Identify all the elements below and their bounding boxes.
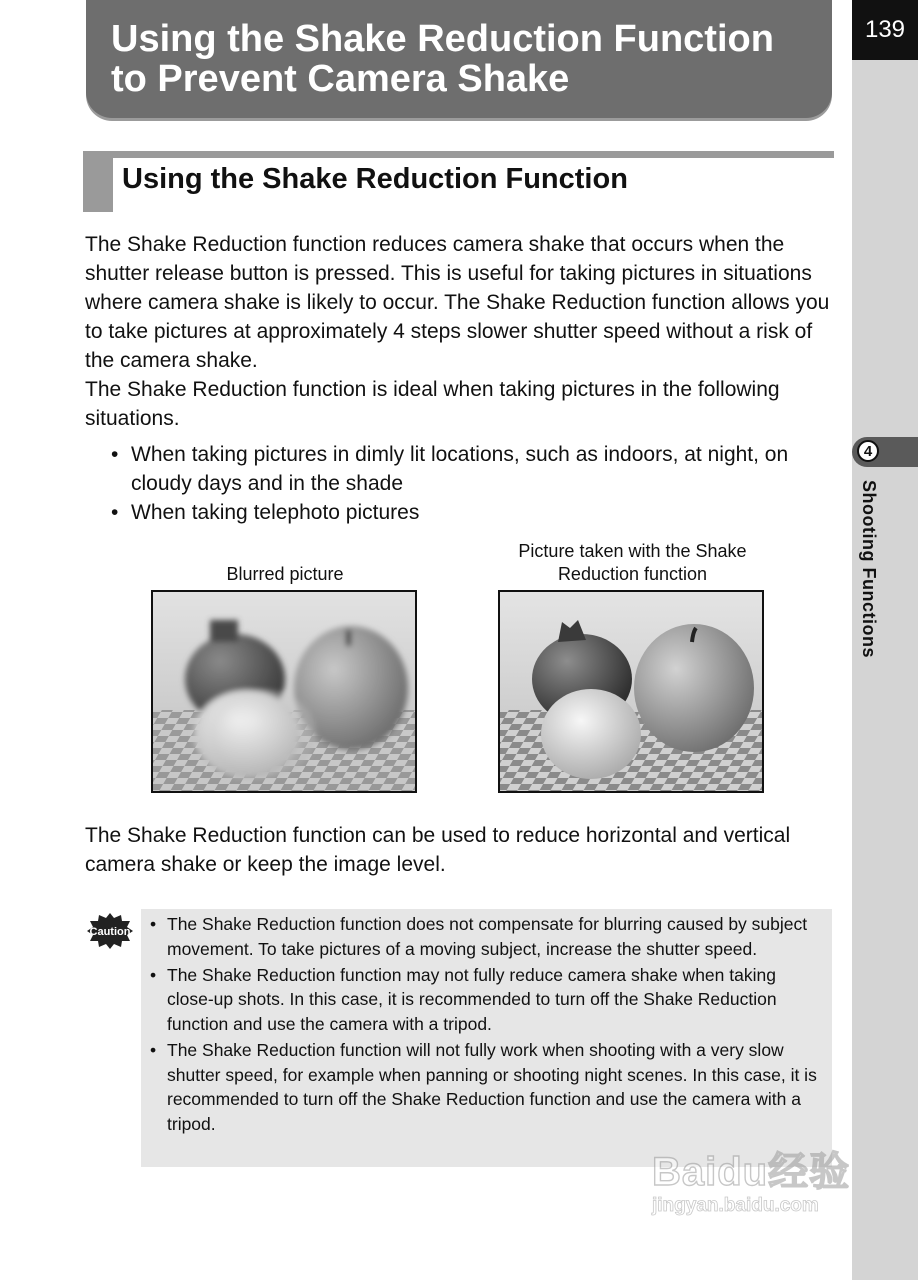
section-rule	[83, 151, 834, 158]
list-item: • The Shake Reduction function does not compensate for blurring caused by subject movement. To take pictures of a moving subject, increase the shutter speed.	[148, 912, 824, 961]
sharp-photo	[498, 590, 764, 793]
sharp-caption-line1: Picture taken with the Shake	[518, 541, 747, 561]
chapter-title: Shooting Functions	[859, 480, 879, 658]
caution-icon-label: Caution	[89, 926, 131, 938]
page-title-line2: to Prevent Camera Shake	[111, 58, 570, 100]
watermark	[652, 1140, 850, 1217]
section-marker	[83, 151, 113, 212]
sharp-caption	[480, 540, 785, 586]
section-title: Using the Shake Reduction Function	[122, 163, 628, 195]
blurred-caption: Blurred picture	[226, 564, 344, 584]
page-title-line1: Using the Shake Reduction Function	[111, 18, 774, 60]
page-number: 139	[852, 0, 918, 60]
list-item: • When taking pictures in dimly lit locations, such as indoors, at night, on cloudy days and in the shade	[108, 440, 833, 498]
list-item: • The Shake Reduction function may not fully reduce camera shake when taking close-up shots. In this case, it is recommended to turn off the Shake Reduction function and use the camera with a tripod.	[148, 963, 824, 1037]
caution-list	[148, 912, 824, 1138]
list-item: • When taking telephoto pictures	[108, 498, 833, 527]
situation-list	[108, 440, 833, 527]
chapter-number: 4	[857, 440, 879, 462]
page-title	[111, 19, 831, 99]
sharp-caption-line2: Reduction function	[557, 564, 708, 584]
caution-icon	[86, 912, 134, 950]
watermark-sub: jingyan.baidu.com	[652, 1195, 819, 1216]
after-photos-paragraph: The Shake Reduction function can be used to reduce horizontal and vertical camera shake or keep the image level.	[85, 824, 791, 876]
list-item: • The Shake Reduction function will not fully work when shooting with a very slow shutter speed, for example when panning or shooting night scenes. In this case, it is recommended to turn off the Shake Reduction function and use the camera with a tripod.	[148, 1038, 824, 1136]
blurred-photo	[151, 590, 417, 793]
watermark-main: Baidu经验	[652, 1150, 851, 1194]
ideal-paragraph: The Shake Reduction function is ideal when taking pictures in the following situations.	[85, 378, 780, 430]
intro-paragraph: The Shake Reduction function reduces camera shake that occurs when the shutter release button is pressed. This is useful for taking pictures in situations where camera shake is likely to occur. The Shake Reduction function allows you to take pictures at approximately 4 steps slower shutter speed without a risk of the camera shake.	[85, 233, 830, 372]
sharp-fruit-image	[500, 592, 762, 791]
blurred-fruit-image	[153, 592, 415, 791]
